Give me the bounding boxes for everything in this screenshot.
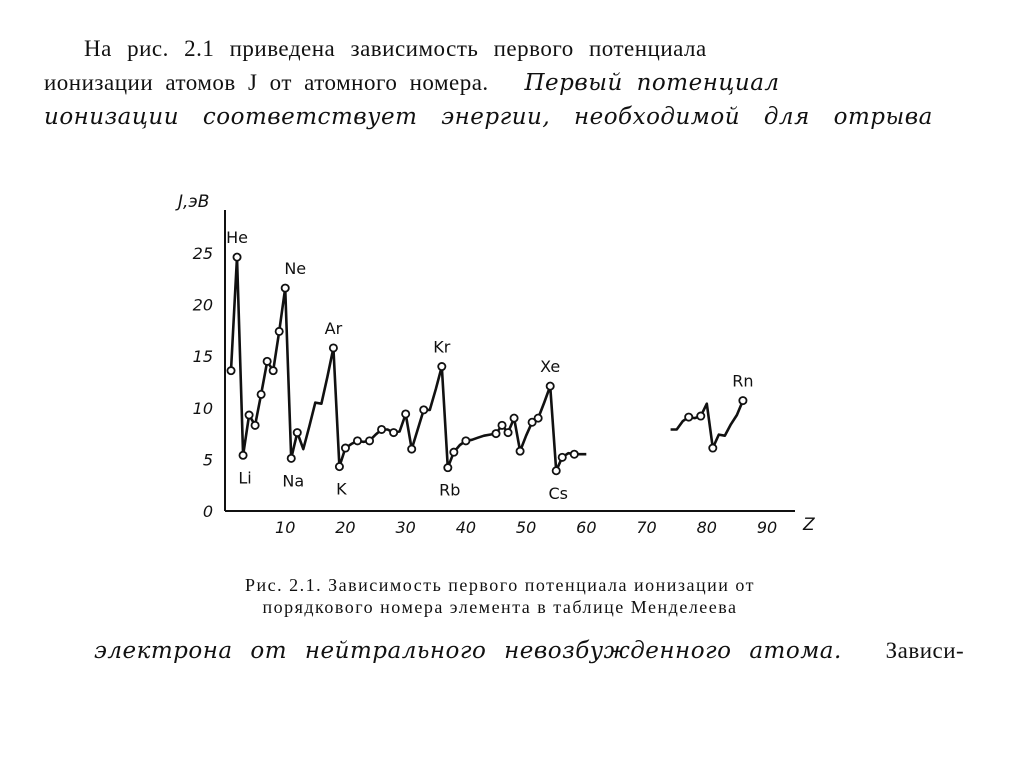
data-point <box>342 444 349 451</box>
x-tick-label: 90 <box>756 518 778 537</box>
para1-line2-italic: Первый потенциал <box>524 70 780 96</box>
data-point <box>571 451 578 458</box>
data-point <box>516 448 523 455</box>
data-point <box>438 363 445 370</box>
x-tick-label: 80 <box>696 518 717 537</box>
data-point <box>264 358 271 365</box>
data-point <box>245 411 252 418</box>
chart-series-lines <box>231 257 743 471</box>
data-point <box>294 429 301 436</box>
data-point <box>270 367 277 374</box>
data-point <box>336 463 343 470</box>
data-point <box>282 284 289 291</box>
y-tick-label: 15 <box>192 347 213 367</box>
para1-line1: На рис. 2.1 приведена зависимость первого потенциала <box>84 36 707 61</box>
chart-axes <box>225 210 795 511</box>
x-axis-label: Z <box>803 515 815 535</box>
element-label-rn: Rn <box>732 371 754 391</box>
figure-caption-line1: Рис. 2.1. Зависимость первого потенциала ионизации от <box>244 575 756 595</box>
element-label-li: Li <box>238 468 252 488</box>
data-point <box>553 467 560 474</box>
y-tick-label: 25 <box>192 244 213 263</box>
element-label-ne: Ne <box>284 259 307 279</box>
x-tick-label: 10 <box>275 518 296 537</box>
data-point <box>390 429 397 436</box>
element-label-cs: Cs <box>548 483 568 503</box>
x-tick-label: 50 <box>515 518 537 537</box>
element-label-xe: Xe <box>540 357 561 377</box>
x-tick-label: 20 <box>335 518 356 537</box>
data-point <box>498 422 505 429</box>
data-point <box>444 464 451 471</box>
data-point <box>354 437 361 444</box>
data-point <box>739 397 746 404</box>
data-point <box>697 412 704 419</box>
y-axis-label: J,эВ <box>178 192 210 212</box>
data-point <box>685 413 692 420</box>
chart-annotations <box>226 228 753 503</box>
element-label-kr: Kr <box>433 337 451 357</box>
figure-caption-line2: порядкового номера элемента в таблице Менделеева <box>262 597 738 617</box>
data-point <box>378 426 385 433</box>
data-point <box>330 344 337 351</box>
data-point <box>450 449 457 456</box>
x-tick-label: 70 <box>636 518 657 537</box>
data-point <box>276 328 283 335</box>
series-line-2 <box>671 401 743 448</box>
data-point <box>402 410 409 417</box>
element-label-rb: Rb <box>439 480 461 500</box>
data-point <box>258 391 265 398</box>
y-tick-label: 5 <box>202 450 213 470</box>
data-point <box>492 430 499 437</box>
x-tick-label: 60 <box>576 518 597 537</box>
data-point <box>462 437 469 444</box>
element-label-na: Na <box>282 471 305 491</box>
element-label-he: He <box>226 228 248 248</box>
para1-line3: ионизации соответствует энергии, необходимой для отрыва <box>44 104 933 130</box>
data-point <box>504 429 511 436</box>
data-point <box>252 422 259 429</box>
data-point <box>408 445 415 452</box>
element-label-ar: Ar <box>324 318 343 338</box>
data-point <box>420 406 427 413</box>
y-tick-label: 10 <box>192 398 213 418</box>
data-point <box>366 437 373 444</box>
data-point <box>535 415 542 422</box>
para2-line1 <box>94 638 964 664</box>
element-label-k: K <box>336 479 347 499</box>
data-point <box>559 454 566 461</box>
para1-line2-plain: ионизации атомов J от атомного номера. <box>44 70 489 95</box>
data-point <box>227 367 234 374</box>
y-tick-label: 0 <box>202 502 213 521</box>
data-point <box>709 444 716 451</box>
x-tick-label: 40 <box>455 518 477 537</box>
x-tick-label: 30 <box>395 518 416 537</box>
para2-italic: электрона от нейтрального невозбужденного атома. <box>94 638 842 664</box>
chart-tick-labels <box>175 192 815 537</box>
y-tick-label: 20 <box>192 295 213 315</box>
data-point <box>288 455 295 462</box>
data-point <box>239 452 246 459</box>
data-point <box>547 383 554 390</box>
para2-plain: Зависи- <box>885 638 965 663</box>
data-point <box>233 254 240 261</box>
data-point <box>510 415 517 422</box>
